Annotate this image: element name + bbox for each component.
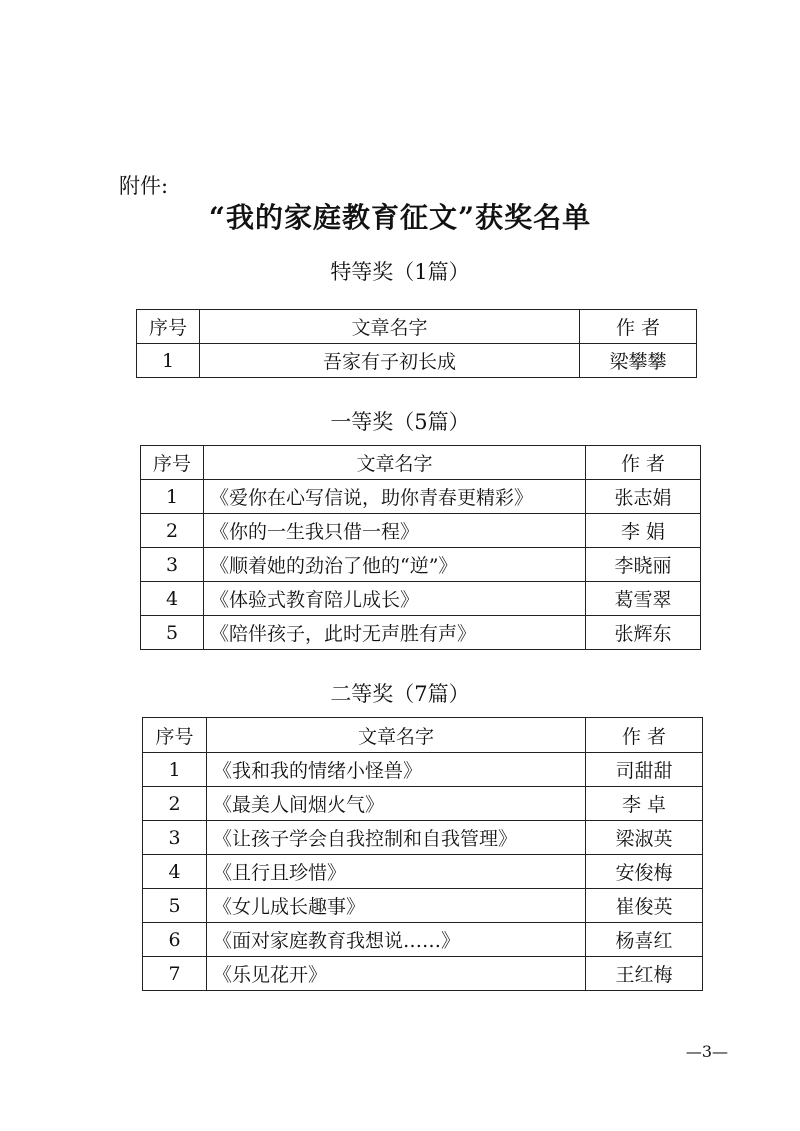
row-author: 李晓丽 bbox=[586, 548, 701, 582]
table-row bbox=[143, 787, 703, 821]
table-row bbox=[143, 821, 703, 855]
header-seq: 序号 bbox=[137, 310, 200, 344]
header-author: 作 者 bbox=[586, 718, 703, 753]
row-seq: 7 bbox=[143, 957, 207, 991]
header-article-name: 文章名字 bbox=[204, 446, 586, 480]
row-title: 《体验式教育陪儿成长》 bbox=[204, 582, 586, 616]
section-heading-first: 一等奖（5篇） bbox=[330, 410, 470, 434]
row-title: 《陪伴孩子，此时无声胜有声》 bbox=[204, 616, 586, 650]
first-award-table bbox=[140, 445, 701, 650]
row-seq: 5 bbox=[143, 889, 207, 923]
row-seq: 1 bbox=[137, 344, 200, 378]
row-title: 《你的一生我只借一程》 bbox=[204, 514, 586, 548]
row-title: 《乐见花开》 bbox=[207, 957, 586, 991]
row-author: 王红梅 bbox=[586, 957, 703, 991]
row-title: 《最美人间烟火气》 bbox=[207, 787, 586, 821]
row-author: 安俊梅 bbox=[586, 855, 703, 889]
table-row bbox=[141, 582, 701, 616]
special-award-table bbox=[136, 309, 697, 378]
table-row bbox=[141, 616, 701, 650]
row-seq: 4 bbox=[141, 582, 204, 616]
second-award-table bbox=[142, 717, 703, 991]
row-author: 李 娟 bbox=[586, 514, 701, 548]
table-row bbox=[141, 480, 701, 514]
row-seq: 4 bbox=[143, 855, 207, 889]
header-article-name: 文章名字 bbox=[200, 310, 580, 344]
header-seq: 序号 bbox=[141, 446, 204, 480]
row-seq: 3 bbox=[141, 548, 204, 582]
table-row bbox=[143, 957, 703, 991]
row-seq: 1 bbox=[143, 753, 207, 787]
row-title: 《爱你在心写信说，助你青春更精彩》 bbox=[204, 480, 586, 514]
table-header-row bbox=[137, 310, 697, 344]
table-row bbox=[137, 344, 697, 378]
row-author: 张志娟 bbox=[586, 480, 701, 514]
table-row bbox=[143, 855, 703, 889]
row-author: 司甜甜 bbox=[586, 753, 703, 787]
header-author: 作 者 bbox=[586, 446, 701, 480]
row-title: 《面对家庭教育我想说……》 bbox=[207, 923, 586, 957]
header-author: 作 者 bbox=[580, 310, 697, 344]
table-row bbox=[141, 548, 701, 582]
row-title: 《顺着她的劲治了他的“逆”》 bbox=[204, 548, 586, 582]
row-author: 杨喜红 bbox=[586, 923, 703, 957]
row-title: 《且行且珍惜》 bbox=[207, 855, 586, 889]
attachment-label: 附件: bbox=[119, 174, 169, 198]
table-header-row bbox=[143, 718, 703, 753]
row-title: 《女儿成长趣事》 bbox=[207, 889, 586, 923]
row-seq: 2 bbox=[143, 787, 207, 821]
row-seq: 3 bbox=[143, 821, 207, 855]
table-row bbox=[143, 889, 703, 923]
table-row bbox=[141, 514, 701, 548]
table-row bbox=[143, 753, 703, 787]
row-author: 崔俊英 bbox=[586, 889, 703, 923]
row-title: 《让孩子学会自我控制和自我管理》 bbox=[207, 821, 586, 855]
section-heading-second: 二等奖（7篇） bbox=[330, 682, 470, 706]
row-seq: 2 bbox=[141, 514, 204, 548]
row-author: 葛雪翠 bbox=[586, 582, 701, 616]
page-number: —3— bbox=[685, 1042, 728, 1061]
section-heading-special: 特等奖（1篇） bbox=[330, 260, 470, 284]
table-header-row bbox=[141, 446, 701, 480]
row-author: 梁攀攀 bbox=[580, 344, 697, 378]
table-row bbox=[143, 923, 703, 957]
header-seq: 序号 bbox=[143, 718, 207, 753]
header-article-name: 文章名字 bbox=[207, 718, 586, 753]
row-author: 李 卓 bbox=[586, 787, 703, 821]
row-seq: 6 bbox=[143, 923, 207, 957]
row-author: 梁淑英 bbox=[586, 821, 703, 855]
row-author: 张辉东 bbox=[586, 616, 701, 650]
document-title: “我的家庭教育征文”获奖名单 bbox=[208, 201, 592, 234]
row-seq: 5 bbox=[141, 616, 204, 650]
row-seq: 1 bbox=[141, 480, 204, 514]
row-title: 《我和我的情绪小怪兽》 bbox=[207, 753, 586, 787]
row-title: 吾家有子初长成 bbox=[200, 344, 580, 378]
